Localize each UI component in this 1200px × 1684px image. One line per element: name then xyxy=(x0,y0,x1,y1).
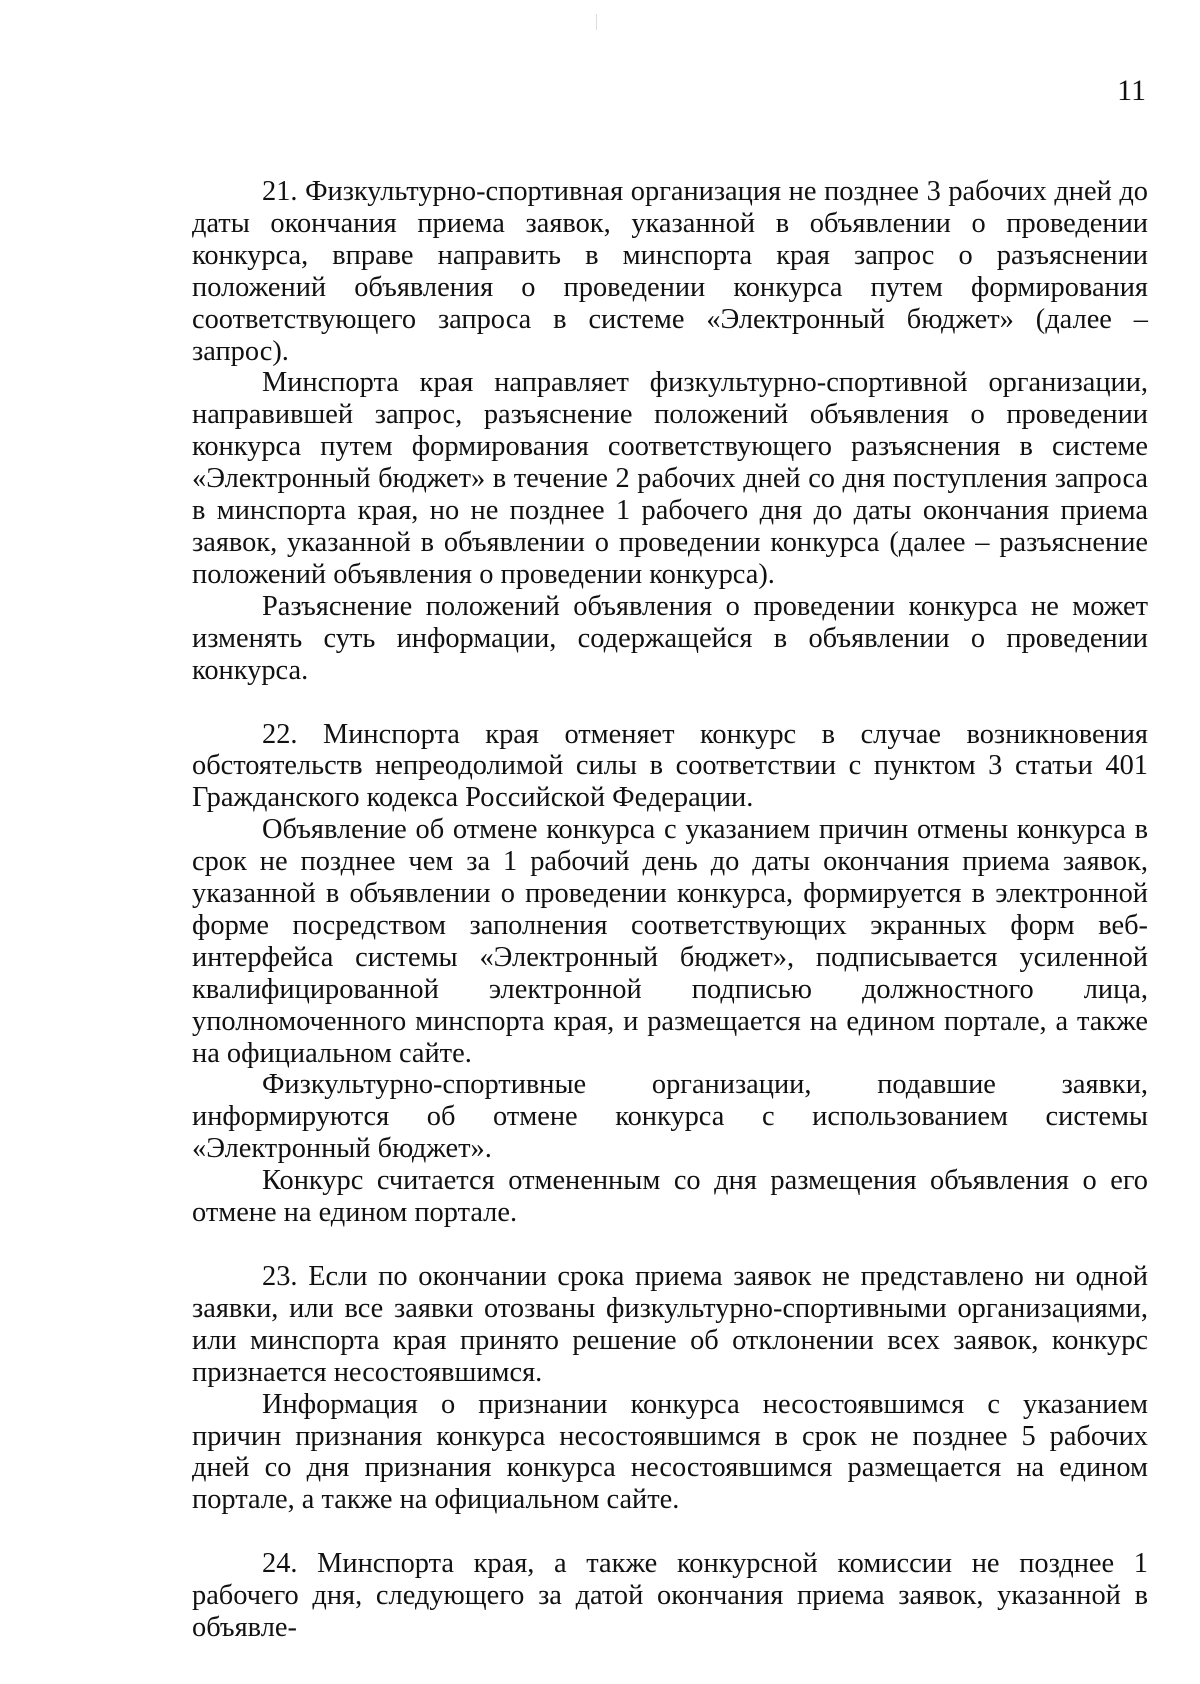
paragraph-22-3: Физкультурно-спортивные организации, подавшие заявки, информируются об отмене конкурса с использованием системы «Электронный бюджет». xyxy=(192,1069,1148,1165)
document-body xyxy=(192,176,1148,1644)
paragraph-21-1: 21. Физкультурно-спортивная организация не позднее 3 рабочих дней до даты окончания приема заявок, указанной в объявлении о проведении конкурса, вправе направить в минспорта края запрос о разъяснении положений объявления о проведении конкурса путем формирования соответствующего запроса в системе «Электронный бюджет» (далее – запрос). xyxy=(192,176,1148,367)
paragraph-24-1: 24. Минспорта края, а также конкурсной комиссии не позднее 1 рабочего дня, следующего за датой окончания приема заявок, указанной в объявле- xyxy=(192,1548,1148,1644)
fold-mark xyxy=(596,14,597,30)
paragraph-23-2: Информация о признании конкурса несостоявшимся с указанием причин признания конкурса несостоявшимся в срок не позднее 5 рабочих дней со дня признания конкурса несостоявшимся размещается на едином портале, а также на официальном сайте. xyxy=(192,1388,1148,1516)
paragraph-22-4: Конкурс считается отмененным со дня размещения объявления о его отмене на едином портале. xyxy=(192,1165,1148,1229)
page-number: 11 xyxy=(1117,74,1146,107)
paragraph-23-1: 23. Если по окончании срока приема заявок не представлено ни одной заявки, или все заявки отозваны физкультурно-спортивными организациями, или минспорта края принято решение об отклонении всех заявок, конкурс признается несостоявшимся. xyxy=(192,1261,1148,1388)
paragraph-22-1: 22. Минспорта края отменяет конкурс в случае возникновения обстоятельств непреодолимой силы в соответствии с пунктом 3 статьи 401 Гражданского кодекса Российской Федерации. xyxy=(192,718,1148,814)
paragraph-21-3: Разъяснение положений объявления о проведении конкурса не может изменять суть информации, содержащейся в объявлении о проведении конкурса. xyxy=(192,590,1148,686)
paragraph-21-2: Минспорта края направляет физкультурно-спортивной организации, направившей запрос, разъяснение положений объявления о проведении конкурса путем формирования соответствующего разъяснения в системе «Электронный бюджет» в течение 2 рабочих дней со дня поступления запроса в минспорта края, но не позднее 1 рабочего дня до даты окончания приема заявок, указанной в объявлении о проведении конкурса (далее – разъяснение положений объявления о проведении конкурса). xyxy=(192,367,1148,590)
paragraph-22-2: Объявление об отмене конкурса с указанием причин отмены конкурса в срок не позднее чем за 1 рабочий день до даты окончания приема заявок, указанной в объявлении о проведении конкурса, формируется в электронной форме посредством заполнения соответствующих экранных форм веб-интерфейса системы «Электронный бюджет», подписывается усиленной квалифицированной электронной подписью должностного лица, уполномоченного минспорта края, и размещается на едином портале, а также на официальном сайте. xyxy=(192,814,1148,1069)
